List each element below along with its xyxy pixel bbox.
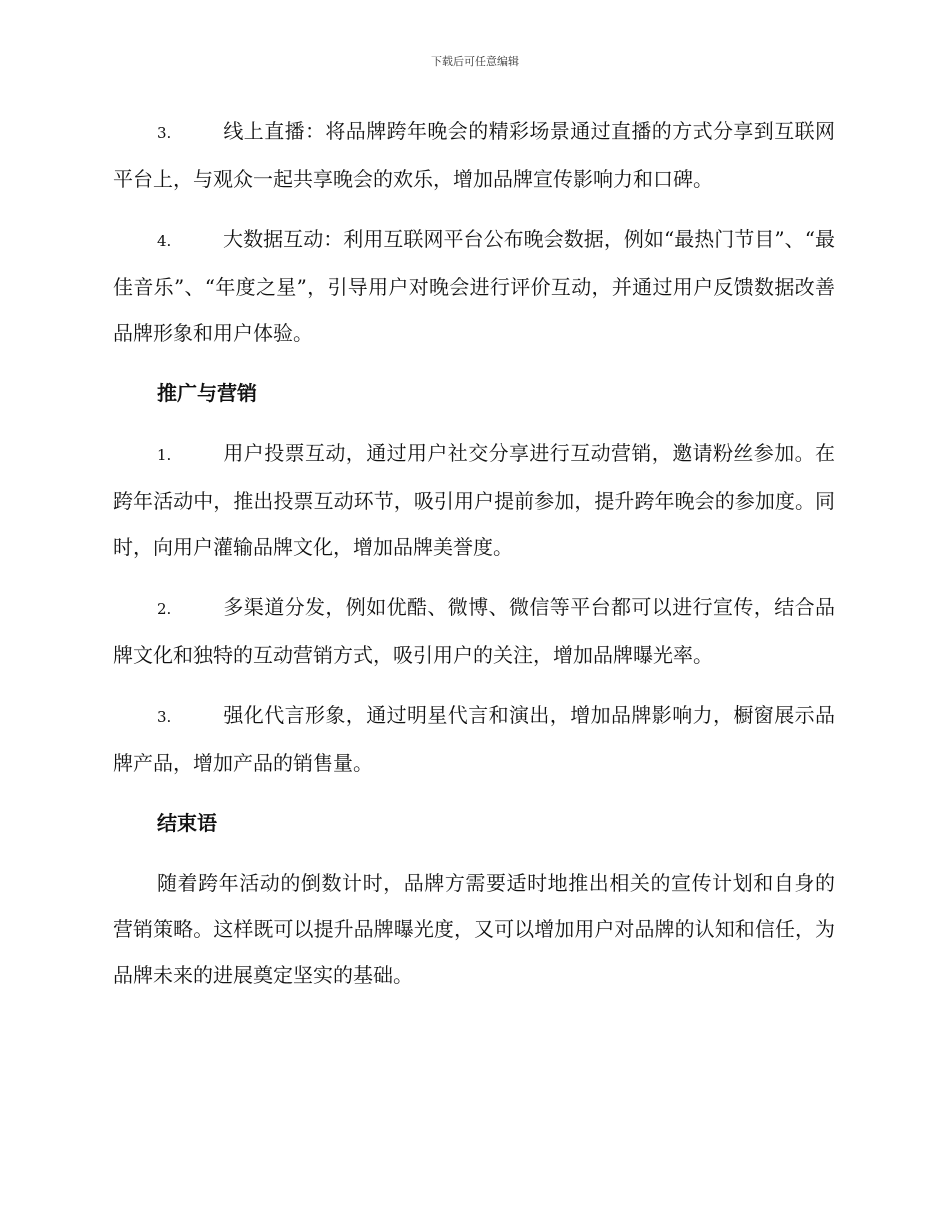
list-item-big-data (113, 216, 835, 356)
list-item-live-stream (113, 108, 835, 202)
paragraph-text: 大数据互动：利用互联网平台公布晚会数据，例如“最热门节目”、“最佳音乐”、“年度之星”，引导用户对晚会进行评价互动，并通过用户反馈数据改善品牌形象和用户体验。 (113, 227, 835, 345)
list-item-user-voting (113, 430, 835, 570)
list-item-multichannel (113, 584, 835, 678)
paragraph-text: 线上直播：将品牌跨年晚会的精彩场景通过直播的方式分享到互联网平台上，与观众一起共享晚会的欢乐，增加品牌宣传影响力和口碑。 (113, 119, 835, 191)
list-number: 3. (157, 124, 172, 142)
conclusion-paragraph: 随着跨年活动的倒数计时，品牌方需要适时地推出相关的宣传计划和自身的营销策略。这样既可以提升品牌曝光度，又可以增加用户对品牌的认知和信任，为品牌未来的进展奠定坚实的基础。 (113, 871, 835, 987)
section-heading-conclusion: 结束语 (157, 811, 217, 835)
paragraph-text: 多渠道分发，例如优酷、微博、微信等平台都可以进行宣传，结合品牌文化和独特的互动营销方式，吸引用户的关注，增加品牌曝光率。 (113, 595, 835, 667)
list-item-endorsement (113, 692, 835, 786)
list-number: 4. (157, 232, 172, 250)
list-number: 1. (157, 446, 172, 464)
section-heading-promotion: 推广与营销 (157, 381, 257, 405)
document-body (113, 108, 835, 1012)
paragraph-text: 用户投票互动，通过用户社交分享进行互动营销，邀请粉丝参加。在跨年活动中，推出投票互动环节，吸引用户提前参加，提升跨年晚会的参加度。同时，向用户灌输品牌文化，增加品牌美誉度。 (113, 441, 835, 559)
paragraph-text: 强化代言形象，通过明星代言和演出，增加品牌影响力，橱窗展示品牌产品，增加产品的销售量。 (113, 703, 835, 775)
list-number: 3. (157, 708, 172, 726)
list-number: 2. (157, 600, 172, 618)
page-header: 下载后可任意编辑 (431, 55, 519, 68)
